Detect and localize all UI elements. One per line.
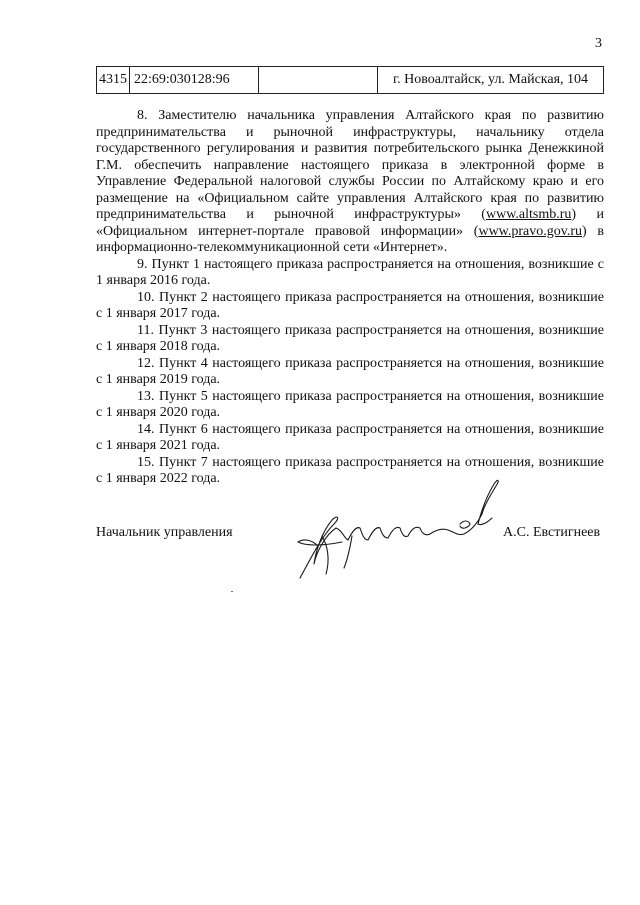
paragraph-13: 13. Пункт 5 настоящего приказа распространяется на отношения, возникшие с 1 января 2020 года. xyxy=(96,388,604,420)
row-number-cell: 4315 xyxy=(97,67,130,94)
empty-cell xyxy=(259,67,378,94)
paragraph-8 xyxy=(96,108,604,257)
signatory-title: Начальник управления xyxy=(96,525,233,540)
paragraph-8-text-2: ) и «Официальном интернет-портале правовой информации» ( xyxy=(96,207,604,239)
page-number: 3 xyxy=(595,36,602,51)
pravo-link[interactable]: www.pravo.gov.ru xyxy=(478,223,583,239)
property-table xyxy=(96,66,604,94)
paragraph-12: 12. Пункт 4 настоящего приказа распространяется на отношения, возникшие с 1 января 2019 года. xyxy=(96,355,604,387)
document-body xyxy=(96,108,604,488)
cadastral-number-cell: 22:69:030128:96 xyxy=(130,67,259,94)
paragraph-14: 14. Пункт 6 настоящего приказа распространяется на отношения, возникшие с 1 января 2021 года. xyxy=(96,421,604,453)
paragraph-15: 15. Пункт 7 настоящего приказа распространяется на отношения, возникшие с 1 января 2022 года. xyxy=(96,454,604,486)
paragraph-11: 11. Пункт 3 настоящего приказа распространяется на отношения, возникшие с 1 января 2018 года. xyxy=(96,322,604,354)
address-cell: г. Новоалтайск, ул. Майская, 104 xyxy=(378,67,604,94)
altsmb-link[interactable]: www.altsmb.ru xyxy=(485,207,572,222)
paragraph-9: 9. Пункт 1 настоящего приказа распространяется на отношения, возникшие с 1 января 2016 года. xyxy=(96,256,604,288)
paragraph-10: 10. Пункт 2 настоящего приказа распространяется на отношения, возникшие с 1 января 2017 года. xyxy=(96,289,604,321)
table-row xyxy=(97,67,604,94)
signatory-name: А.С. Евстигнеев xyxy=(503,525,601,540)
paragraph-8-text-1: 8. Заместителю начальника управления Алтайского края по развитию предпринимательства и рыночной инфраструктуры, начальнику отдела государственного регулирования и развития потребительского рынка Денежкиной Г.М. обеспечить направление настоящего приказа в электронной форме в Управление Федеральной налоговой службы России по Алтайскому краю и его размещение на «Официальном сайте управления Алтайского края по развитию предпринимательства и рыночной инфраструктуры» ( xyxy=(96,108,604,222)
handwritten-signature xyxy=(292,476,507,586)
scan-speck xyxy=(231,591,233,592)
paragraph-8-text-3: ) в информационно-телекоммуникационной сети «Интернет». xyxy=(96,223,605,255)
